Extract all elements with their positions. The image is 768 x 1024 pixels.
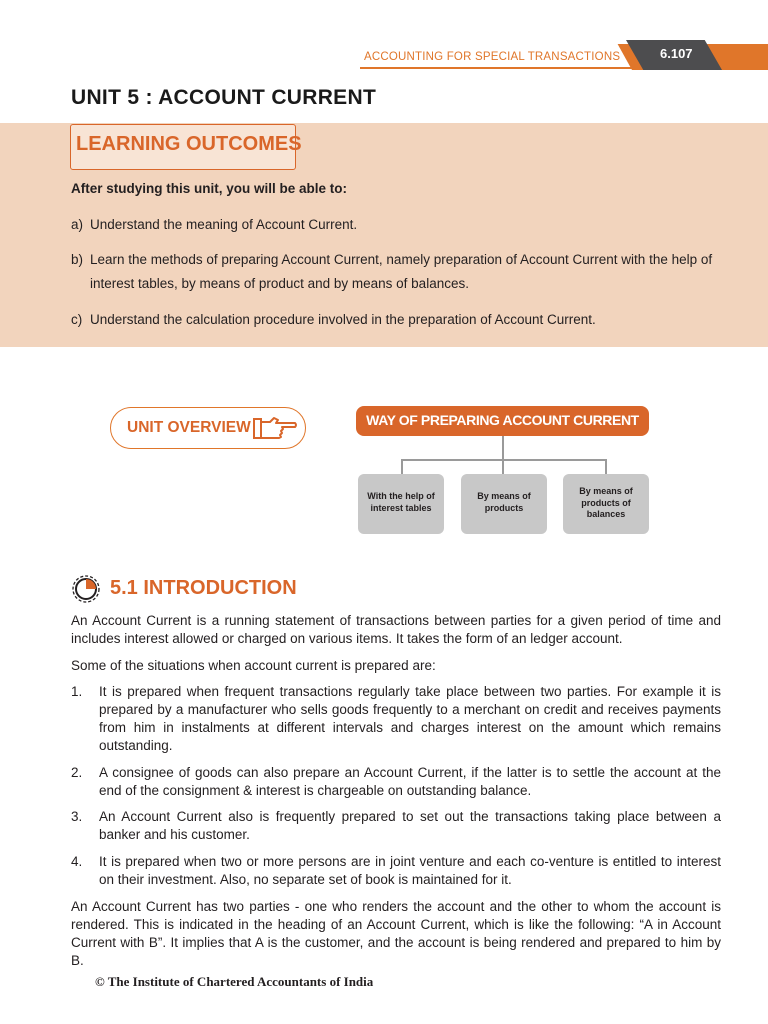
section-label: ACCOUNTING FOR SPECIAL TRANSACTIONS [364,51,621,63]
list-text: It is prepared when frequent transactions regularly take place between two parties. For example it is prepared by a manufacturer who sells goods frequently to a merchant on credit and receives payments from him in instalments at different intervals and charges interest on the amount which remains outstanding. [99,684,721,753]
list-marker: 1. [71,684,83,699]
outcome-marker: b) [71,252,84,267]
footer-copyright: © The Institute of Chartered Accountants of India [95,974,374,989]
unit-title: UNIT 5 : ACCOUNT CURRENT [71,86,377,109]
outcome-text: Understand the calculation procedure involved in the preparation of Account Current. [90,312,596,327]
clock-icon [71,574,101,604]
connector-line [401,459,403,474]
outcome-item [71,308,731,332]
intro-paragraph: An Account Current is a running statement of transactions between parties for a given period of time and includes interest allowed or charged on various items. It takes the form of an ledger account. [71,613,721,646]
pointing-hand-icon [252,414,298,442]
list-text: It is prepared when two or more persons are in joint venture and each co-venture is entitled to interest on their investment. Also, no separate set of book is maintained for it. [99,854,721,887]
method-card [358,474,444,534]
outcome-marker: c) [71,312,83,327]
connector-line [502,459,504,474]
method-card [563,474,649,534]
outcome-text: Learn the methods of preparing Account Current, namely preparation of Account Current with the help of interest tables, by means of product and by means of balances. [90,252,713,291]
outcome-item [71,213,731,237]
diagram-title: WAY OF PREPARING ACCOUNT CURRENT [366,412,639,428]
outcome-text: Understand the meaning of Account Current. [90,217,358,232]
list-item [71,764,721,800]
method-card [461,474,547,534]
list-item [71,683,721,755]
list-text: A consignee of goods can also prepare an Account Current, if the latter is to settle the account at the end of the consignment & interest is chargeable on outstanding balance. [99,765,721,798]
page-number: 6.107 [660,46,693,61]
connector-line [502,436,504,460]
method-label: By means of products of balances [579,486,633,519]
outcome-marker: a) [71,217,84,232]
list-item [71,853,721,889]
outcome-item [71,248,731,296]
list-marker: 3. [71,809,83,824]
section-heading: 5.1 INTRODUCTION [110,577,297,599]
list-marker: 2. [71,765,83,780]
learning-outcomes-title: LEARNING OUTCOMES [76,133,302,155]
list-text: An Account Current also is frequently prepared to set out the transactions taking place between a banker and his customer. [99,809,721,842]
method-label: By means of products [477,491,531,513]
intro-paragraph: An Account Current has two parties - one who renders the account and the other to whom the account is rendered. This is indicated in the heading of an Account Current, which is like the following: “A in Account Current with B”. It implies that A is the customer, and the account is being rendered and prepared to him by B. [71,899,721,968]
learning-outcomes-intro: After studying this unit, you will be able to: [71,181,348,196]
intro-paragraph: Some of the situations when account current is prepared are: [71,658,436,673]
method-label: With the help of interest tables [367,491,435,513]
unit-overview-label: UNIT OVERVIEW [127,419,251,436]
list-item [71,808,721,844]
connector-line [605,459,607,474]
list-marker: 4. [71,854,83,869]
